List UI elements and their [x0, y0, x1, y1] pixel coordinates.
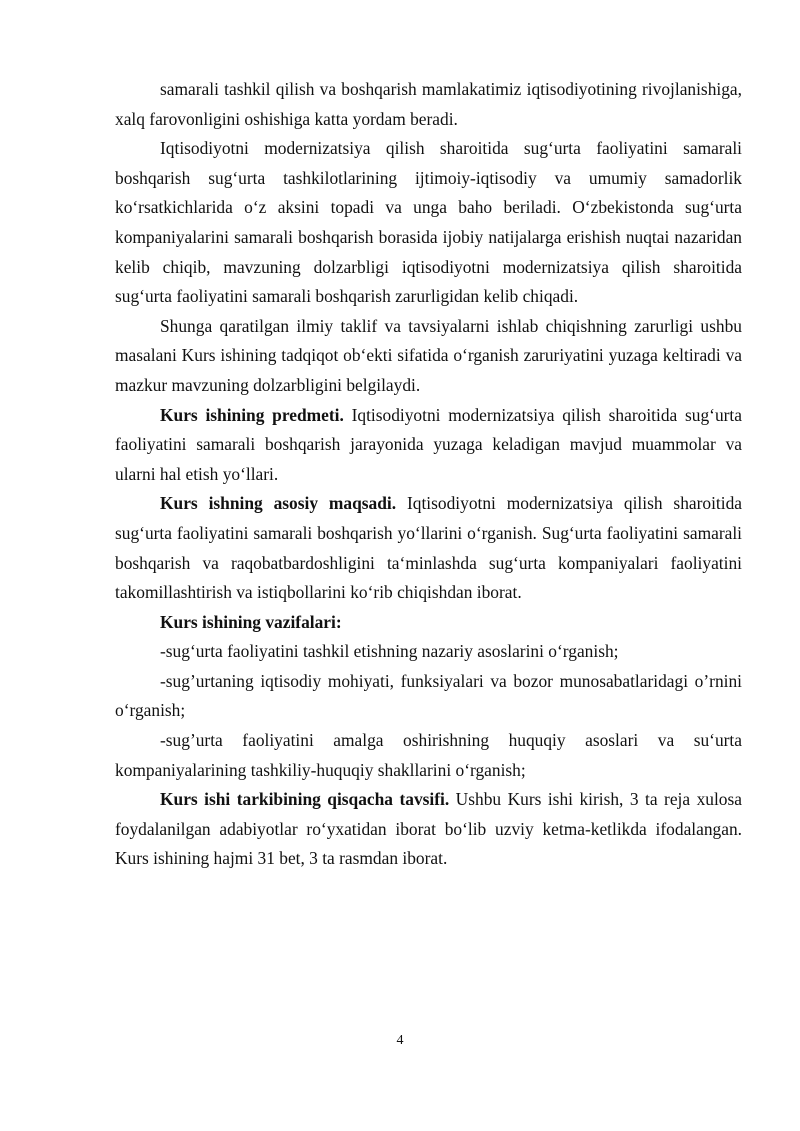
- task-item: -sug’urtaning iqtisodiy mohiyati, funksiyalari va bozor munosabatlaridagi o’rnini o‘rganish;: [115, 670, 742, 721]
- paragraph-structure: Kurs ishi tarkibining qisqacha tavsifi. Ushbu Kurs ishi kirish, 3 ta reja xulosa foydalanilgan adabiyotlar ro‘yxatidan iborat bo‘lib uzviy ketma-ketlikda ifodalangan. Kurs ishining hajmi 31 bet, 3 ta rasmdan iborat.: [115, 789, 742, 869]
- paragraph-research-object: Shunga qaratilgan ilmiy taklif va tavsiyalarni ishlab chiqishning zarurligi ushbu masalani Kurs ishining tadqiqot ob‘ekti sifatida o‘rganish zaruriyatini yuzaga keltiradi va mazkur mavzuning dolzarbligini belgilaydi.: [115, 315, 742, 395]
- task-item: -sug’urta faoliyatini amalga oshirishning huquqiy asoslari va su‘urta kompaniyalarining tashkiliy-huquqiy shakllarini o‘rganish;: [115, 730, 742, 780]
- paragraph-intro-continuation: samarali tashkil qilish va boshqarish mamlakatimiz iqtisodiyotining rivojlanishiga, xalq farovonligini oshishiga katta yordam beradi.: [115, 79, 742, 129]
- goal-heading: Kurs ishning asosiy maqsadi.: [160, 493, 397, 514]
- paragraph-subject: Kurs ishining predmeti. Iqtisodiyotni modernizatsiya qilish sharoitida sug‘urta faoliyatini samarali boshqarish jarayonida yuzaga keladigan mavjud muammolar va ularni hal etish yo‘llari.: [115, 404, 742, 484]
- paragraph-relevance: Iqtisodiyotni modernizatsiya qilish sharoitida sug‘urta faoliyatini samarali boshqarish sug‘urta tashkilotlarining ijtimoiy-iqtisodiy va umumiy samadorlik ko‘rsatkichlarida o‘z aksini topadi va unga baho beriladi. O‘zbekistonda sug‘urta kompaniyalarini samarali boshqarish borasida ijobiy natijalarga erishish nuqtai nazaridan kelib chiqib, mavzuning dolzarbligi iqtisodiyotni modernizatsiya qilish sharoitida sug‘urta faoliyatini samarali boshqarish zarurligidan kelib chiqadi.: [115, 138, 742, 307]
- body-text: [115, 75, 742, 874]
- structure-heading: Kurs ishi tarkibining qisqacha tavsifi.: [160, 789, 450, 810]
- task-item: -sug‘urta faoliyatini tashkil etishning nazariy asoslarini o‘rganish;: [160, 641, 619, 662]
- subject-heading: Kurs ishining predmeti.: [160, 404, 344, 425]
- paragraph-goal: Kurs ishning asosiy maqsadi. Iqtisodiyotni modernizatsiya qilish sharoitida sug‘urta faoliyatini samarali boshqarish yo‘llarini o‘rganish. Sug‘urta faoliyatini samarali boshqarish va raqobatbardoshligini ta‘minlashda sug‘urta kompaniyalari faoliyatini takomillashtirish va istiqbollarini ko‘rib chiqishdan iborat.: [115, 493, 743, 603]
- page-number: 4: [396, 1033, 404, 1048]
- paragraph-tasks-heading: [115, 608, 742, 638]
- tasks-heading: Kurs ishining vazifalari:: [160, 611, 342, 632]
